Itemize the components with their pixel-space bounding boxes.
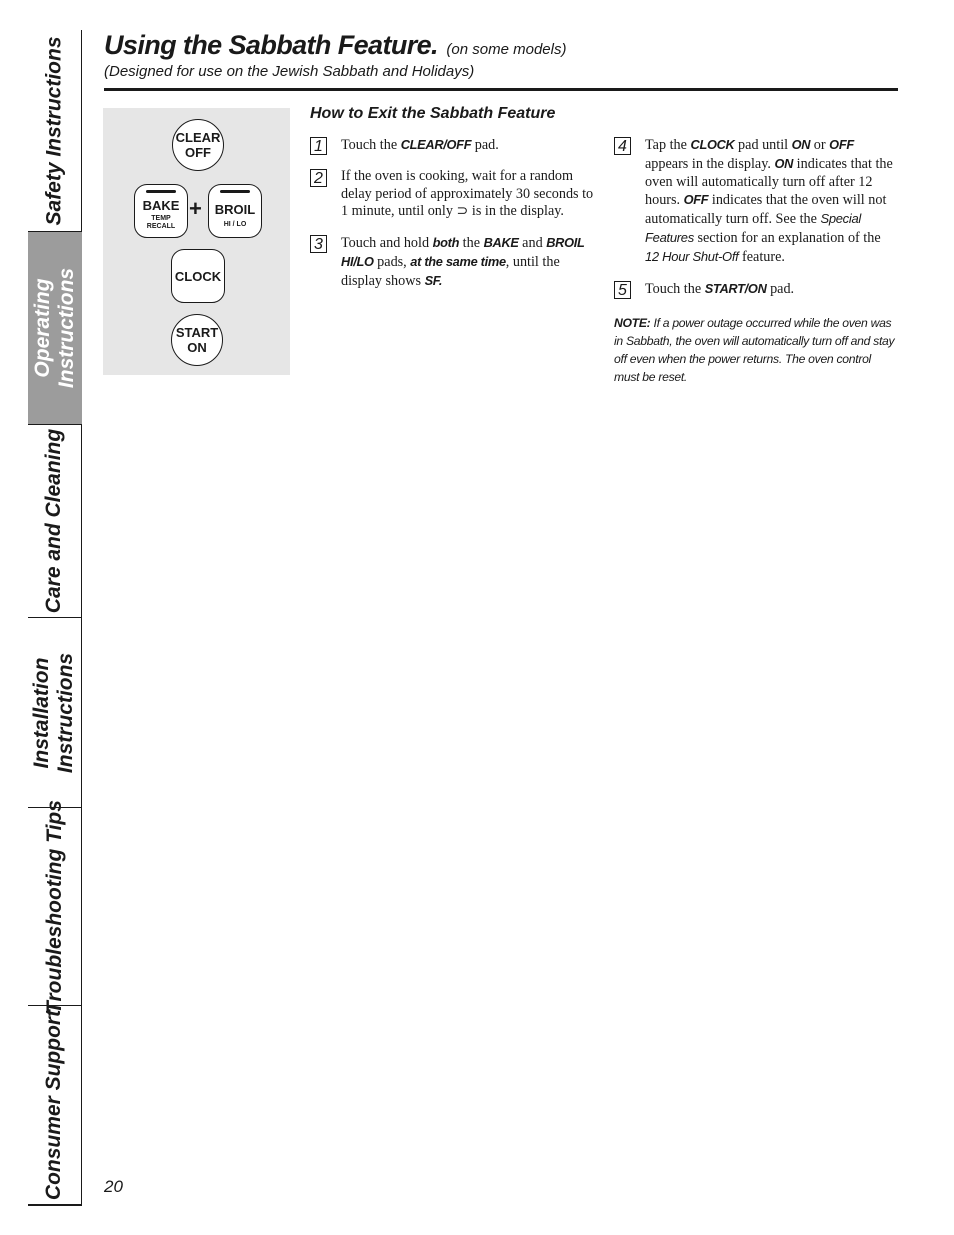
note-text: If a power outage occurred while the oven was in Sabbath, the oven will automatically turn off and stay off even when the power returns. The oven control must be reset.	[614, 316, 895, 385]
tab-label: Troubleshooting Tips	[42, 799, 66, 1014]
step-text: Touch the	[645, 280, 705, 297]
control-panel-illustration	[103, 108, 290, 375]
step-keyword: CLEAR/OFF	[400, 137, 472, 152]
tab-safety-instructions[interactable]	[28, 30, 82, 231]
title-note: (on some models)	[446, 41, 567, 58]
pad-indicator	[146, 190, 176, 193]
step-2	[310, 168, 594, 221]
step-reference: 12 Hour Shut-Off	[645, 248, 739, 264]
step-keyword: BAKE	[483, 235, 519, 251]
step-text: pad.	[471, 137, 499, 153]
plus-sign: +	[189, 196, 202, 221]
step-text: , until the display shows	[341, 253, 560, 289]
tab-label: Consumer Support	[42, 1009, 66, 1201]
broil-pad	[208, 184, 262, 238]
step-keyword: ON	[791, 137, 811, 152]
power-outage-note	[614, 314, 898, 386]
step-text: or	[810, 137, 830, 153]
pad-label: CLOCK	[174, 268, 222, 284]
note-label: NOTE:	[614, 316, 651, 331]
pad-label: BAKE	[142, 197, 180, 213]
section-heading: How to Exit the Sabbath Feature	[310, 105, 556, 122]
step-reference: Special Features	[645, 211, 861, 245]
start-on-pad	[171, 314, 223, 366]
tab-label-line: Installation	[30, 657, 54, 768]
side-tabs	[28, 30, 83, 1206]
step-keyword: at the same time	[410, 253, 506, 269]
header-rule	[104, 88, 898, 91]
pad-sublabel: RECALL	[146, 222, 176, 230]
bake-pad	[134, 184, 188, 238]
step-number: 4	[614, 137, 631, 155]
tab-label: Care and Cleaning	[42, 428, 66, 614]
pad-label: START	[175, 325, 219, 340]
clock-pad	[171, 249, 225, 303]
tab-consumer-support[interactable]	[28, 1005, 82, 1206]
step-text: indicates that the oven will not automatically turn off. See the	[645, 192, 887, 228]
step-text: pad until	[734, 137, 792, 153]
pad-label: ON	[187, 340, 207, 355]
step-keyword: both	[432, 235, 460, 251]
pad-sublabel: HI / LO	[223, 220, 247, 228]
step-text: section for an explanation of the	[693, 229, 881, 246]
page-title: Using the Sabbath Feature.	[104, 30, 438, 60]
tab-troubleshooting-tips[interactable]	[28, 799, 82, 1014]
step-3	[310, 234, 594, 290]
step-keyword: OFF	[829, 137, 854, 152]
tab-care-and-cleaning[interactable]	[28, 424, 82, 617]
step-1	[310, 136, 594, 155]
step-text: pad.	[766, 280, 795, 297]
page-header	[104, 30, 566, 61]
step-text: the	[459, 235, 484, 252]
step-text: Touch the	[341, 137, 401, 153]
step-5	[614, 280, 898, 299]
tab-label: Safety Instructions	[42, 35, 66, 226]
step-number: 2	[310, 169, 327, 187]
step-keyword: BROIL HI/LO	[341, 235, 585, 269]
step-text: pads,	[373, 253, 411, 270]
pad-label: CLEAR	[175, 130, 221, 145]
tab-installation-instructions[interactable]	[28, 617, 82, 807]
pad-indicator	[220, 190, 250, 193]
step-text: and	[518, 235, 547, 252]
step-text: indicates that the oven will automatically turn off after 12 hours.	[645, 155, 893, 209]
step-text: appears in the display.	[645, 155, 775, 172]
tab-label	[31, 652, 79, 772]
step-text: feature.	[738, 248, 785, 265]
steps-column-right	[614, 136, 898, 386]
step-number: 3	[310, 235, 327, 253]
pad-label: BROIL	[214, 201, 256, 217]
step-number: 1	[310, 137, 327, 155]
step-keyword: CLOCK	[690, 137, 735, 152]
page-number: 20	[104, 1177, 123, 1196]
clear-off-pad	[172, 119, 224, 171]
page-subtitle: (Designed for use on the Jewish Sabbath and Holidays)	[104, 63, 475, 80]
tab-label-line: Instructions	[54, 652, 78, 773]
step-keyword: OFF	[683, 192, 709, 208]
step-keyword: SF.	[424, 272, 443, 288]
step-text: Touch and hold	[341, 235, 433, 252]
tab-label-line: Instructions	[55, 267, 78, 389]
step-number: 5	[614, 281, 631, 299]
pad-sublabel: TEMP	[151, 214, 171, 222]
tab-operating-instructions[interactable]	[28, 231, 82, 424]
step-text: If the oven is cooking, wait for a random delay period of approximately 30 seconds to 1 minute, until only ⊃ is in the display.	[341, 167, 594, 220]
tab-label	[31, 268, 79, 388]
steps-column-left	[310, 136, 594, 304]
step-text: Tap the	[645, 137, 691, 153]
step-4	[614, 136, 898, 267]
step-keyword: ON	[774, 155, 794, 171]
tab-label-line: Operating	[31, 278, 54, 378]
step-keyword: START/ON	[704, 280, 767, 296]
pad-label: OFF	[185, 145, 211, 160]
